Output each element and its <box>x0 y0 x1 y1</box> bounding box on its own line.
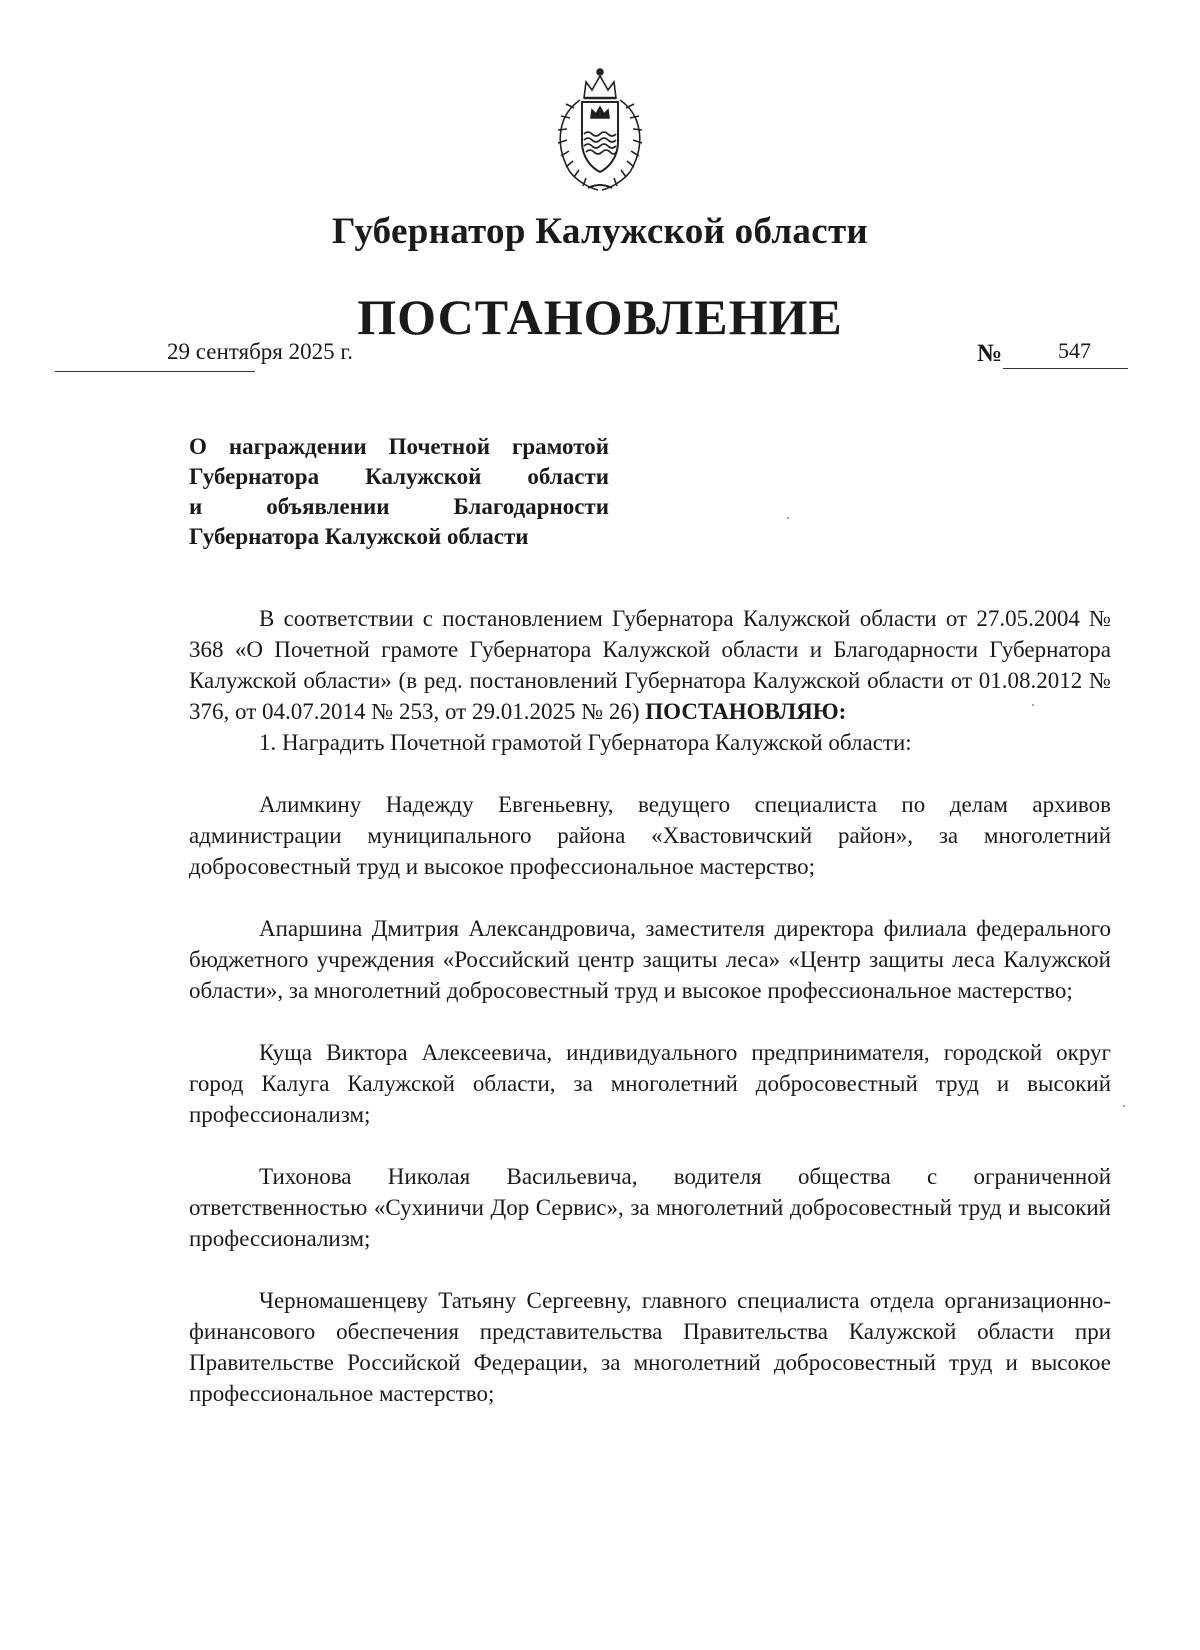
award-paragraph: Куща Виктора Алексеевича, индивидуального предпринимателя, городской округ город Калуга Калужской области, за многолетний добросовестный труд и высокий профессионализм; <box>189 1040 1111 1127</box>
preamble-text: В соответствии с постановлением Губернатора Калужской области от 27.05.2004 № 368 «О Почетной грамоте Губернатора Калужской области и Благодарности Губернатора Калужской области» (в ред. постановлений Губернатора Калужской области от 01.08.2012 № 376, от 04.07.2014 № 253, от 29.01.2025 № 26) <box>189 606 1111 724</box>
award-paragraph: Черномашенцеву Татьяну Сергеевну, главного специалиста отдела организационно-финансового обеспечения представительства Правительства Калужской области при Правительстве Российской Федерации, за многолетний добросовестный труд и высокое профессиональное мастерство; <box>189 1288 1111 1406</box>
date-underline <box>55 371 255 372</box>
coat-of-arms-emblem <box>540 60 660 195</box>
subject-line: Губернатора Калужской области <box>189 524 529 549</box>
number-underline <box>1003 368 1128 369</box>
subject-line: Губернатора Калужской области <box>189 464 609 489</box>
document-body <box>189 603 1111 1409</box>
subject-line: и объявлении Благодарности <box>189 494 609 519</box>
scan-speck <box>1032 704 1034 706</box>
document-type-title: ПОСТАНОВЛЕНИЕ <box>357 289 843 345</box>
scan-speck <box>787 517 789 519</box>
number-sign: № <box>977 340 1003 367</box>
document-number: 547 <box>1058 338 1091 363</box>
preamble-paragraph <box>189 603 1111 727</box>
scan-speck <box>1123 1105 1125 1107</box>
document-date: 29 сентября 2025 г. <box>167 339 353 364</box>
issuing-authority: Губернатор Калужской области <box>331 211 869 252</box>
award-paragraph: Алимкину Надежду Евгеньевну, ведущего специалиста по делам архивов администрации муниципального района «Хвастовичский район», за многолетний добросовестный труд и высокое профессиональное мастерство; <box>189 792 1111 879</box>
resolve-keyword: ПОСТАНОВЛЯЮ: <box>645 699 847 724</box>
award-paragraph: Апаршина Дмитрия Александровича, заместителя директора филиала федерального бюджетного учреждения «Российский центр защиты леса» «Центр защиты леса Калужской области», за многолетний добросовестный труд и высокое профессиональное мастерство; <box>189 916 1111 1003</box>
clause-1: 1. Наградить Почетной грамотой Губернатора Калужской области: <box>259 730 912 755</box>
document-subject <box>189 432 609 552</box>
award-paragraph: Тихонова Николая Васильевича, водителя общества с ограниченной ответственностью «Сухиничи Дор Сервис», за многолетний добросовестный труд и высокий профессионализм; <box>189 1164 1111 1251</box>
subject-line: О награждении Почетной грамотой <box>189 434 609 459</box>
